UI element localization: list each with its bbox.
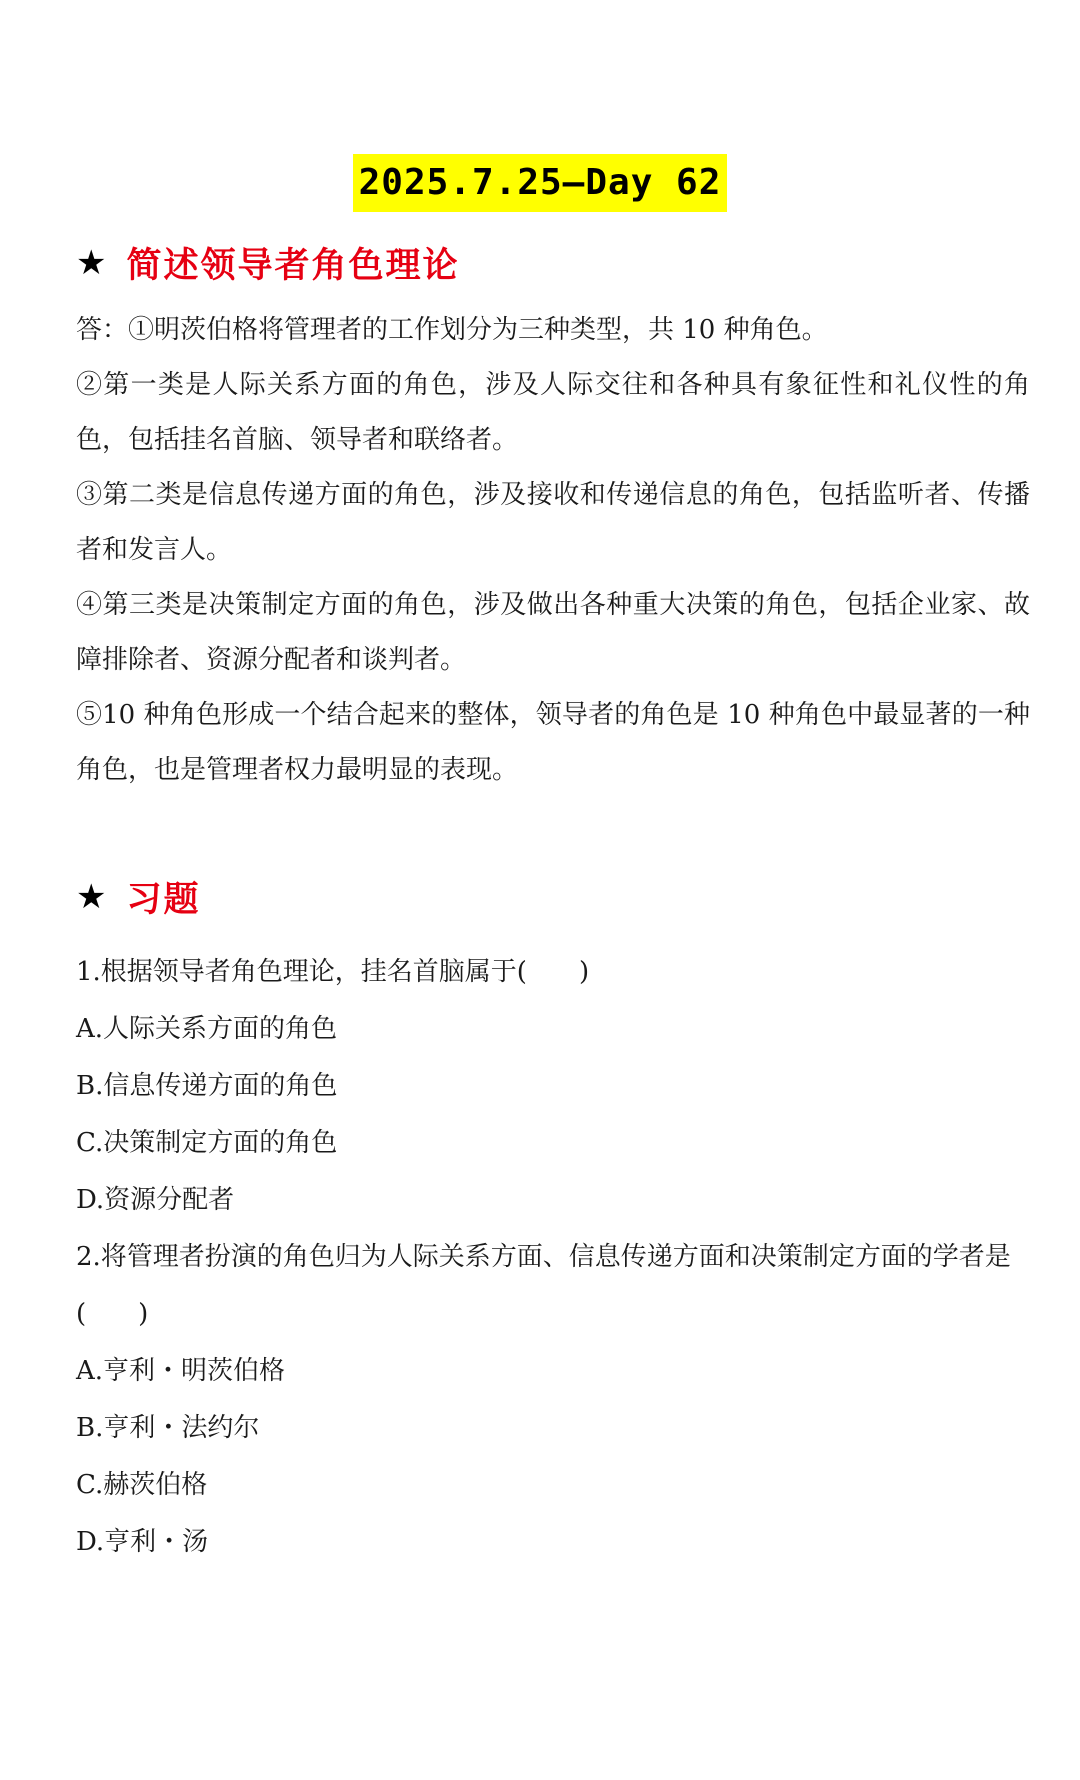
answer-paragraph: ⑤10 种角色形成一个结合起来的整体，领导者的角色是 10 种角色中最显著的一种角色，也是管理者权力最明显的表现。 <box>76 700 1030 785</box>
section-title: 习题 <box>126 879 201 920</box>
star-icon: ★ <box>76 877 107 917</box>
answer-paragraph: ③第二类是信息传递方面的角色，涉及接收和传递信息的角色，包括监听者、传播者和发言人。 <box>76 480 1030 565</box>
option-item: A.亨利・明茨伯格 <box>76 1356 286 1386</box>
section-title: 简述领导者角色理论 <box>126 245 460 286</box>
option-item: B.信息传递方面的角色 <box>76 1071 338 1101</box>
section-heading-theory <box>76 238 460 288</box>
section-heading-exercises <box>76 872 201 922</box>
question-2: 2.将管理者扮演的角色归为人际关系方面、信息传递方面和决策制定方面的学者是( ) <box>76 1242 1011 1329</box>
star-icon: ★ <box>76 243 107 283</box>
question-1: 1.根据领导者角色理论，挂名首脑属于( ) <box>76 957 590 987</box>
option-item: A.人际关系方面的角色 <box>76 1014 338 1044</box>
date-label: 2025.7.25—Day 62 <box>353 154 728 212</box>
option-item: C.赫茨伯格 <box>76 1470 208 1500</box>
answer-paragraph: ④第三类是决策制定方面的角色，涉及做出各种重大决策的角色，包括企业家、故障排除者、资源分配者和谈判者。 <box>76 590 1030 675</box>
answer-paragraph: 答：①明茨伯格将管理者的工作划分为三种类型，共 10 种角色。 <box>76 315 828 345</box>
answer-paragraph: ②第一类是人际关系方面的角色，涉及人际交往和各种具有象征性和礼仪性的角色，包括挂名首脑、领导者和联络者。 <box>76 370 1030 455</box>
date-banner <box>0 154 1080 212</box>
exercise-list <box>76 944 1030 1571</box>
answer-block <box>76 303 1030 798</box>
option-item: B.亨利・法约尔 <box>76 1413 260 1443</box>
option-item: D.亨利・汤 <box>76 1527 209 1557</box>
option-item: C.决策制定方面的角色 <box>76 1128 338 1158</box>
option-item: D.资源分配者 <box>76 1185 235 1215</box>
